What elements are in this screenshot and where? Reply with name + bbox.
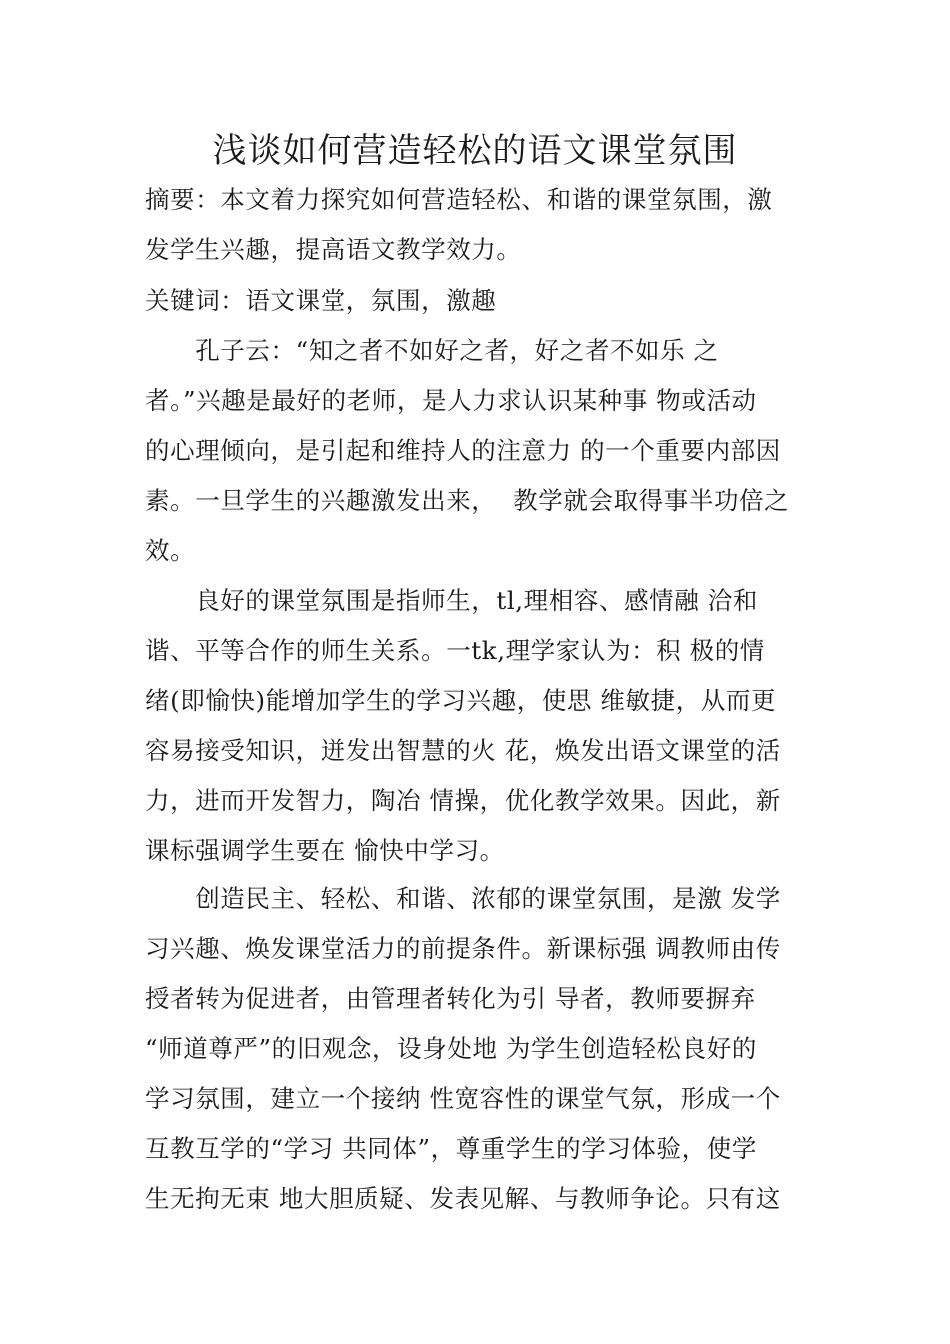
paragraph-2-line-6: 课标强调学生要在 愉快中学习。: [145, 836, 505, 865]
keywords-line: 关键词：语文课堂，氛围，激趣: [145, 286, 497, 315]
paragraph-1-line-5: 效。: [145, 536, 196, 565]
paragraph-2-line-5: 力，进而开发智力，陶冶 情操，优化教学效果。因此，新: [145, 786, 781, 815]
paragraph-1-line-2: 者。”兴趣是最好的老师，是人力求认识某种事 物或活动: [145, 386, 757, 415]
paragraph-1-line-1: 孔子云：“知之者不如好之者，好之者不如乐 之: [145, 336, 719, 365]
paragraph-3-line-2: 习兴趣、焕发课堂活力的前提条件。新课标强 调教师由传: [145, 934, 781, 963]
paragraph-3-line-6: 互教互学的“学习 共同体”，尊重学生的学习体验，使学: [145, 1134, 757, 1163]
paragraph-2-line-1: 良好的课堂氛围是指师生，tl,理相容、感情融 洽和: [145, 586, 758, 615]
abstract-line-1: 摘要：本文着力探究如何营造轻松、和谐的课堂氛围，激: [145, 185, 773, 214]
paragraph-1-line-4: 素。一旦学生的兴趣激发出来， 教学就会取得事半功倍之: [145, 486, 790, 515]
abstract-line-2: 发学生兴趣，提高语文教学效力。: [145, 235, 522, 264]
paragraph-1-line-3: 的心理倾向，是引起和维持人的注意力 的一个重要内部因: [145, 436, 781, 465]
paragraph-3-line-1: 创造民主、轻松、和谐、浓郁的课堂氛围，是激 发学: [145, 884, 781, 913]
paragraph-3-line-7: 生无拘无束 地大胆质疑、发表见解、与教师争论。只有这: [145, 1184, 781, 1213]
paragraph-3-line-3: 授者转为促进者，由管理者转化为引 导者，教师要摒弃: [145, 984, 756, 1013]
paragraph-2-line-3: 绪(即愉快)能增加学生的学习兴趣，使思 维敏捷，从而更: [145, 686, 777, 715]
paragraph-2-line-4: 容易接受知识，迸发出智慧的火 花，焕发出语文课堂的活: [145, 736, 781, 765]
document-title: 浅谈如何营造轻松的语文课堂氛围: [212, 131, 738, 171]
paragraph-3-line-4: “师道尊严”的旧观念，设身处地 为学生创造轻松良好的: [145, 1034, 757, 1063]
paragraph-2-line-2: 谐、平等合作的师生关系。一tk,理学家认为：积 极的情: [145, 636, 765, 665]
paragraph-3-line-5: 学习氛围，建立一个接纳 性宽容性的课堂气氛，形成一个: [145, 1084, 781, 1113]
